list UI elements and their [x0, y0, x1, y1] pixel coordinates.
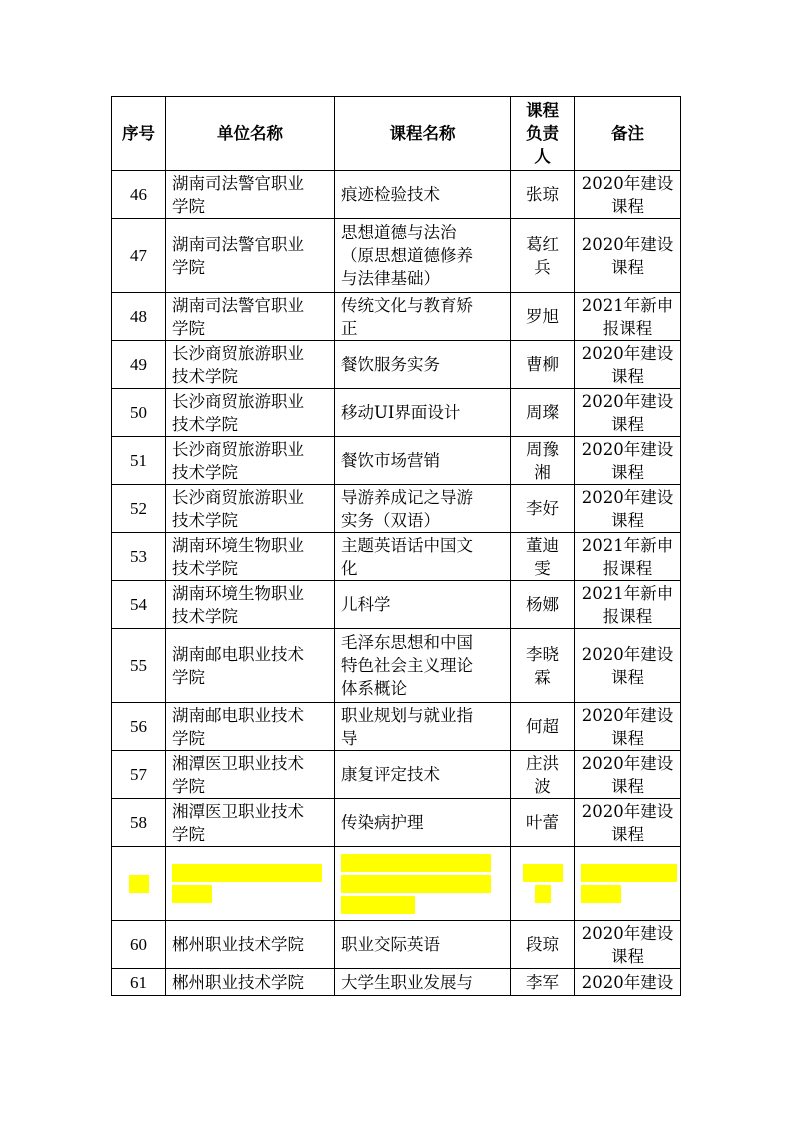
course-lead-cell: [511, 171, 575, 219]
course-name-cell: [335, 389, 511, 437]
row-index: 54: [112, 581, 166, 629]
remarks-cell: [575, 751, 681, 799]
remarks-cell-line: 2021年新申: [581, 535, 674, 555]
unit-name-cell-line: 长沙商贸旅游职业: [172, 439, 304, 459]
course-lead-cell: [511, 703, 575, 751]
redacted-cell: [335, 847, 511, 921]
remarks-cell-line: 课程: [611, 196, 644, 216]
unit-name-cell: [166, 485, 335, 533]
redaction-block: [341, 896, 415, 914]
course-name-cell-line: 化: [341, 558, 358, 578]
unit-name-cell-line: 技术学院: [172, 510, 238, 530]
unit-name-cell: [166, 219, 335, 293]
remarks-cell-line: 2020年建设: [581, 705, 674, 725]
unit-name-cell-line: 长沙商贸旅游职业: [172, 343, 304, 363]
course-lead-cell: [511, 389, 575, 437]
redaction-block: [523, 864, 563, 882]
remarks-cell: [575, 485, 681, 533]
table-row: [112, 921, 681, 969]
redacted-cell: [112, 847, 166, 921]
course-name-cell: [335, 581, 511, 629]
row-index: 50: [112, 389, 166, 437]
redaction-block: [341, 875, 491, 893]
table-row: [112, 219, 681, 293]
unit-name-cell-line: 技术学院: [172, 366, 238, 386]
unit-name-cell-line: 学院: [172, 318, 205, 338]
course-name-cell-line: 职业规划与就业指: [341, 705, 473, 725]
course-name-cell-line: 与法律基础）: [341, 269, 440, 288]
course-name-cell-line: 康复评定技术: [341, 765, 440, 784]
course-lead-cell-line: 李好: [526, 499, 559, 518]
course-lead-cell-line: 雯: [534, 558, 551, 578]
unit-name-cell-line: 技术学院: [172, 414, 238, 434]
remarks-cell: [575, 799, 681, 847]
unit-name-cell-line: 湖南司法警官职业: [172, 234, 304, 254]
unit-name-cell: [166, 751, 335, 799]
remarks-cell-line: 2020年建设: [581, 972, 674, 992]
course-lead-cell-line: 李晓: [526, 644, 559, 664]
remarks-cell-line: 课程: [611, 824, 644, 844]
unit-name-cell: [166, 171, 335, 219]
unit-name-cell-line: 技术学院: [172, 606, 238, 626]
course-name-cell-line: 特色社会主义理论: [341, 656, 473, 675]
course-name-cell-line: 正: [341, 318, 358, 338]
redacted-cell: [166, 847, 335, 921]
remarks-cell-line: 课程: [611, 667, 644, 687]
unit-name-cell: [166, 437, 335, 485]
remarks-cell-line: 2020年建设: [581, 753, 674, 773]
course-lead-cell-line: 杨娜: [526, 595, 559, 614]
unit-name-cell: [166, 703, 335, 751]
course-lead-cell-line: 董迪: [526, 535, 559, 555]
course-lead-cell-line: 曹柳: [526, 355, 559, 374]
redaction-block: [341, 854, 491, 872]
course-name-cell-line: 思想道德与法治: [341, 223, 457, 242]
remarks-cell-line: 报课程: [602, 318, 653, 338]
remarks-cell-line: 2020年建设: [581, 173, 674, 193]
course-name-cell: [335, 293, 511, 341]
row-index: 58: [112, 799, 166, 847]
redacted-cell: [575, 847, 681, 921]
course-lead-cell-line: 段琼: [526, 935, 559, 954]
course-lead-cell-line: 波: [534, 776, 551, 796]
remarks-cell-line: 课程: [611, 414, 644, 434]
row-index: 60: [112, 921, 166, 969]
remarks-cell-line: 课程: [611, 366, 644, 386]
course-lead-cell-line: 葛红: [526, 234, 559, 254]
unit-name-cell-line: 长沙商贸旅游职业: [172, 487, 304, 507]
course-lead-cell-line: 庄洪: [526, 753, 559, 773]
course-name-cell-line: 毛泽东思想和中国: [341, 633, 473, 652]
course-name-cell-line: 移动UI界面设计: [341, 403, 461, 422]
unit-name-cell-line: 技术学院: [172, 462, 238, 482]
course-lead-cell: [511, 533, 575, 581]
course-name-cell-line: 大学生职业发展与: [341, 972, 473, 992]
course-table: [111, 96, 681, 996]
course-name-cell: [335, 921, 511, 969]
table-row: [112, 437, 681, 485]
redaction-block: [172, 864, 322, 882]
table-row: [112, 485, 681, 533]
course-lead-cell-line: 周豫: [526, 439, 559, 459]
remarks-cell-line: 报课程: [602, 606, 653, 626]
course-lead-cell-line: 霖: [534, 667, 551, 687]
course-lead-cell: [511, 751, 575, 799]
table-row: [112, 293, 681, 341]
course-lead-cell: [511, 581, 575, 629]
course-lead-cell: [511, 293, 575, 341]
remarks-cell: [575, 171, 681, 219]
course-name-cell: [335, 703, 511, 751]
row-index: 52: [112, 485, 166, 533]
course-name-cell-line: 餐饮市场营销: [341, 451, 440, 470]
unit-name-cell-line: 湖南环境生物职业: [172, 535, 304, 555]
course-lead-cell: [511, 799, 575, 847]
remarks-cell: [575, 389, 681, 437]
unit-name-cell-line: 湖南邮电职业技术: [172, 644, 304, 664]
remarks-cell-line: 2020年建设: [581, 343, 674, 363]
unit-name-cell: [166, 293, 335, 341]
unit-name-cell-line: 长沙商贸旅游职业: [172, 391, 304, 411]
table-row: [112, 389, 681, 437]
unit-name-cell-line: 学院: [172, 667, 205, 687]
remarks-cell: [575, 293, 681, 341]
row-index: 48: [112, 293, 166, 341]
unit-name-cell-line: 郴州职业技术学院: [172, 935, 304, 954]
course-name-cell-line: 体系概论: [341, 679, 407, 698]
unit-name-cell-line: 郴州职业技术学院: [172, 972, 304, 992]
table-row: [112, 799, 681, 847]
redaction-block: [129, 875, 149, 893]
row-index: 49: [112, 341, 166, 389]
table-row-redacted: [112, 847, 681, 921]
row-index: 46: [112, 171, 166, 219]
unit-name-cell: [166, 581, 335, 629]
remarks-cell-line: 课程: [611, 728, 644, 748]
remarks-cell-line: 2020年建设: [581, 801, 674, 821]
unit-name-cell-line: 湖南邮电职业技术: [172, 705, 304, 725]
redaction-block: [581, 864, 677, 882]
unit-name-cell: [166, 799, 335, 847]
remarks-cell: [575, 629, 681, 703]
remarks-cell: [575, 219, 681, 293]
remarks-cell: [575, 437, 681, 485]
row-index: 55: [112, 629, 166, 703]
remarks-cell-line: 2020年建设: [581, 487, 674, 507]
header-unit-name: 单位名称: [166, 97, 335, 171]
header-remarks: 备注: [575, 97, 681, 171]
remarks-cell: [575, 533, 681, 581]
course-name-cell: [335, 969, 511, 996]
table-row: [112, 341, 681, 389]
course-name-cell-line: （原思想道德修养: [341, 246, 473, 265]
course-name-cell-line: 实务（双语）: [341, 510, 440, 530]
remarks-cell: [575, 703, 681, 751]
course-name-cell-line: 痕迹检验技术: [341, 185, 440, 204]
course-lead-cell: [511, 629, 575, 703]
course-name-cell: [335, 219, 511, 293]
course-lead-cell: [511, 219, 575, 293]
row-index: 47: [112, 219, 166, 293]
course-name-cell: [335, 751, 511, 799]
course-lead-cell-line: 周璨: [526, 403, 559, 422]
remarks-cell-line: 课程: [611, 776, 644, 796]
unit-name-cell-line: 湖南司法警官职业: [172, 295, 304, 315]
course-name-cell-line: 职业交际英语: [341, 935, 440, 954]
table-header-row: [112, 97, 681, 171]
table-body: [112, 171, 681, 996]
row-index: 51: [112, 437, 166, 485]
course-lead-cell-line: 叶蕾: [526, 813, 559, 832]
remarks-cell-line: 课程: [611, 946, 644, 966]
header-index: 序号: [112, 97, 166, 171]
table-row: [112, 171, 681, 219]
unit-name-cell: [166, 969, 335, 996]
remarks-cell-line: 2020年建设: [581, 391, 674, 411]
remarks-cell-line: 2020年建设: [581, 439, 674, 459]
row-index: 57: [112, 751, 166, 799]
remarks-cell-line: 报课程: [602, 558, 653, 578]
course-lead-cell: [511, 485, 575, 533]
course-name-cell-line: 儿科学: [341, 595, 391, 614]
unit-name-cell-line: 学院: [172, 257, 205, 277]
table-row: [112, 703, 681, 751]
remarks-cell-line: 2020年建设: [581, 923, 674, 943]
course-name-cell: [335, 799, 511, 847]
table-row: [112, 533, 681, 581]
remarks-cell-line: 2020年建设: [581, 644, 674, 664]
unit-name-cell-line: 湖南司法警官职业: [172, 173, 304, 193]
unit-name-cell: [166, 389, 335, 437]
course-table-page: [111, 96, 680, 996]
remarks-cell-line: 课程: [611, 462, 644, 482]
header-course-lead-text: 课程负责人: [525, 101, 559, 166]
unit-name-cell-line: 技术学院: [172, 558, 238, 578]
course-name-cell-line: 传统文化与教育矫: [341, 295, 473, 315]
redaction-block: [172, 885, 212, 903]
remarks-cell-line: 2021年新申: [581, 583, 674, 603]
row-index: 61: [112, 969, 166, 996]
remarks-cell-line: 课程: [611, 510, 644, 530]
remarks-cell-line: 课程: [611, 257, 644, 277]
course-lead-cell-line: 湘: [534, 462, 551, 482]
remarks-cell: [575, 921, 681, 969]
course-name-cell-line: 主题英语话中国文: [341, 535, 473, 555]
course-lead-cell-line: 李军: [526, 972, 559, 992]
redacted-cell: [511, 847, 575, 921]
course-lead-cell: [511, 921, 575, 969]
course-name-cell-line: 餐饮服务实务: [341, 355, 440, 374]
unit-name-cell: [166, 921, 335, 969]
course-lead-cell-line: 罗旭: [526, 307, 559, 326]
course-name-cell: [335, 437, 511, 485]
unit-name-cell: [166, 629, 335, 703]
row-index: 53: [112, 533, 166, 581]
unit-name-cell: [166, 341, 335, 389]
remarks-cell: [575, 969, 681, 996]
header-course-lead: [511, 97, 575, 171]
course-name-cell: [335, 629, 511, 703]
table-row: [112, 751, 681, 799]
remarks-cell: [575, 341, 681, 389]
course-name-cell: [335, 341, 511, 389]
table-row: [112, 581, 681, 629]
course-name-cell: [335, 533, 511, 581]
course-lead-cell-line: 兵: [534, 257, 551, 277]
header-course-name: 课程名称: [335, 97, 511, 171]
course-lead-cell: [511, 969, 575, 996]
course-lead-cell-line: 何超: [526, 717, 559, 736]
remarks-cell-line: 2020年建设: [581, 234, 674, 254]
unit-name-cell-line: 湘潭医卫职业技术: [172, 801, 304, 821]
course-name-cell: [335, 171, 511, 219]
unit-name-cell-line: 湖南环境生物职业: [172, 583, 304, 603]
course-lead-cell-line: 张琼: [526, 185, 559, 204]
unit-name-cell-line: 湘潭医卫职业技术: [172, 753, 304, 773]
course-name-cell-line: 导游养成记之导游: [341, 487, 473, 507]
course-name-cell-line: 导: [341, 728, 358, 748]
table-row: [112, 629, 681, 703]
course-name-cell: [335, 485, 511, 533]
remarks-cell-line: 2021年新申: [581, 295, 674, 315]
course-name-cell-line: 传染病护理: [341, 813, 424, 832]
redaction-block: [535, 885, 551, 903]
unit-name-cell-line: 学院: [172, 824, 205, 844]
unit-name-cell: [166, 533, 335, 581]
redaction-block: [581, 885, 621, 903]
course-lead-cell: [511, 341, 575, 389]
unit-name-cell-line: 学院: [172, 776, 205, 796]
table-row: [112, 969, 681, 996]
row-index: 56: [112, 703, 166, 751]
unit-name-cell-line: 学院: [172, 196, 205, 216]
course-lead-cell: [511, 437, 575, 485]
remarks-cell: [575, 581, 681, 629]
unit-name-cell-line: 学院: [172, 728, 205, 748]
